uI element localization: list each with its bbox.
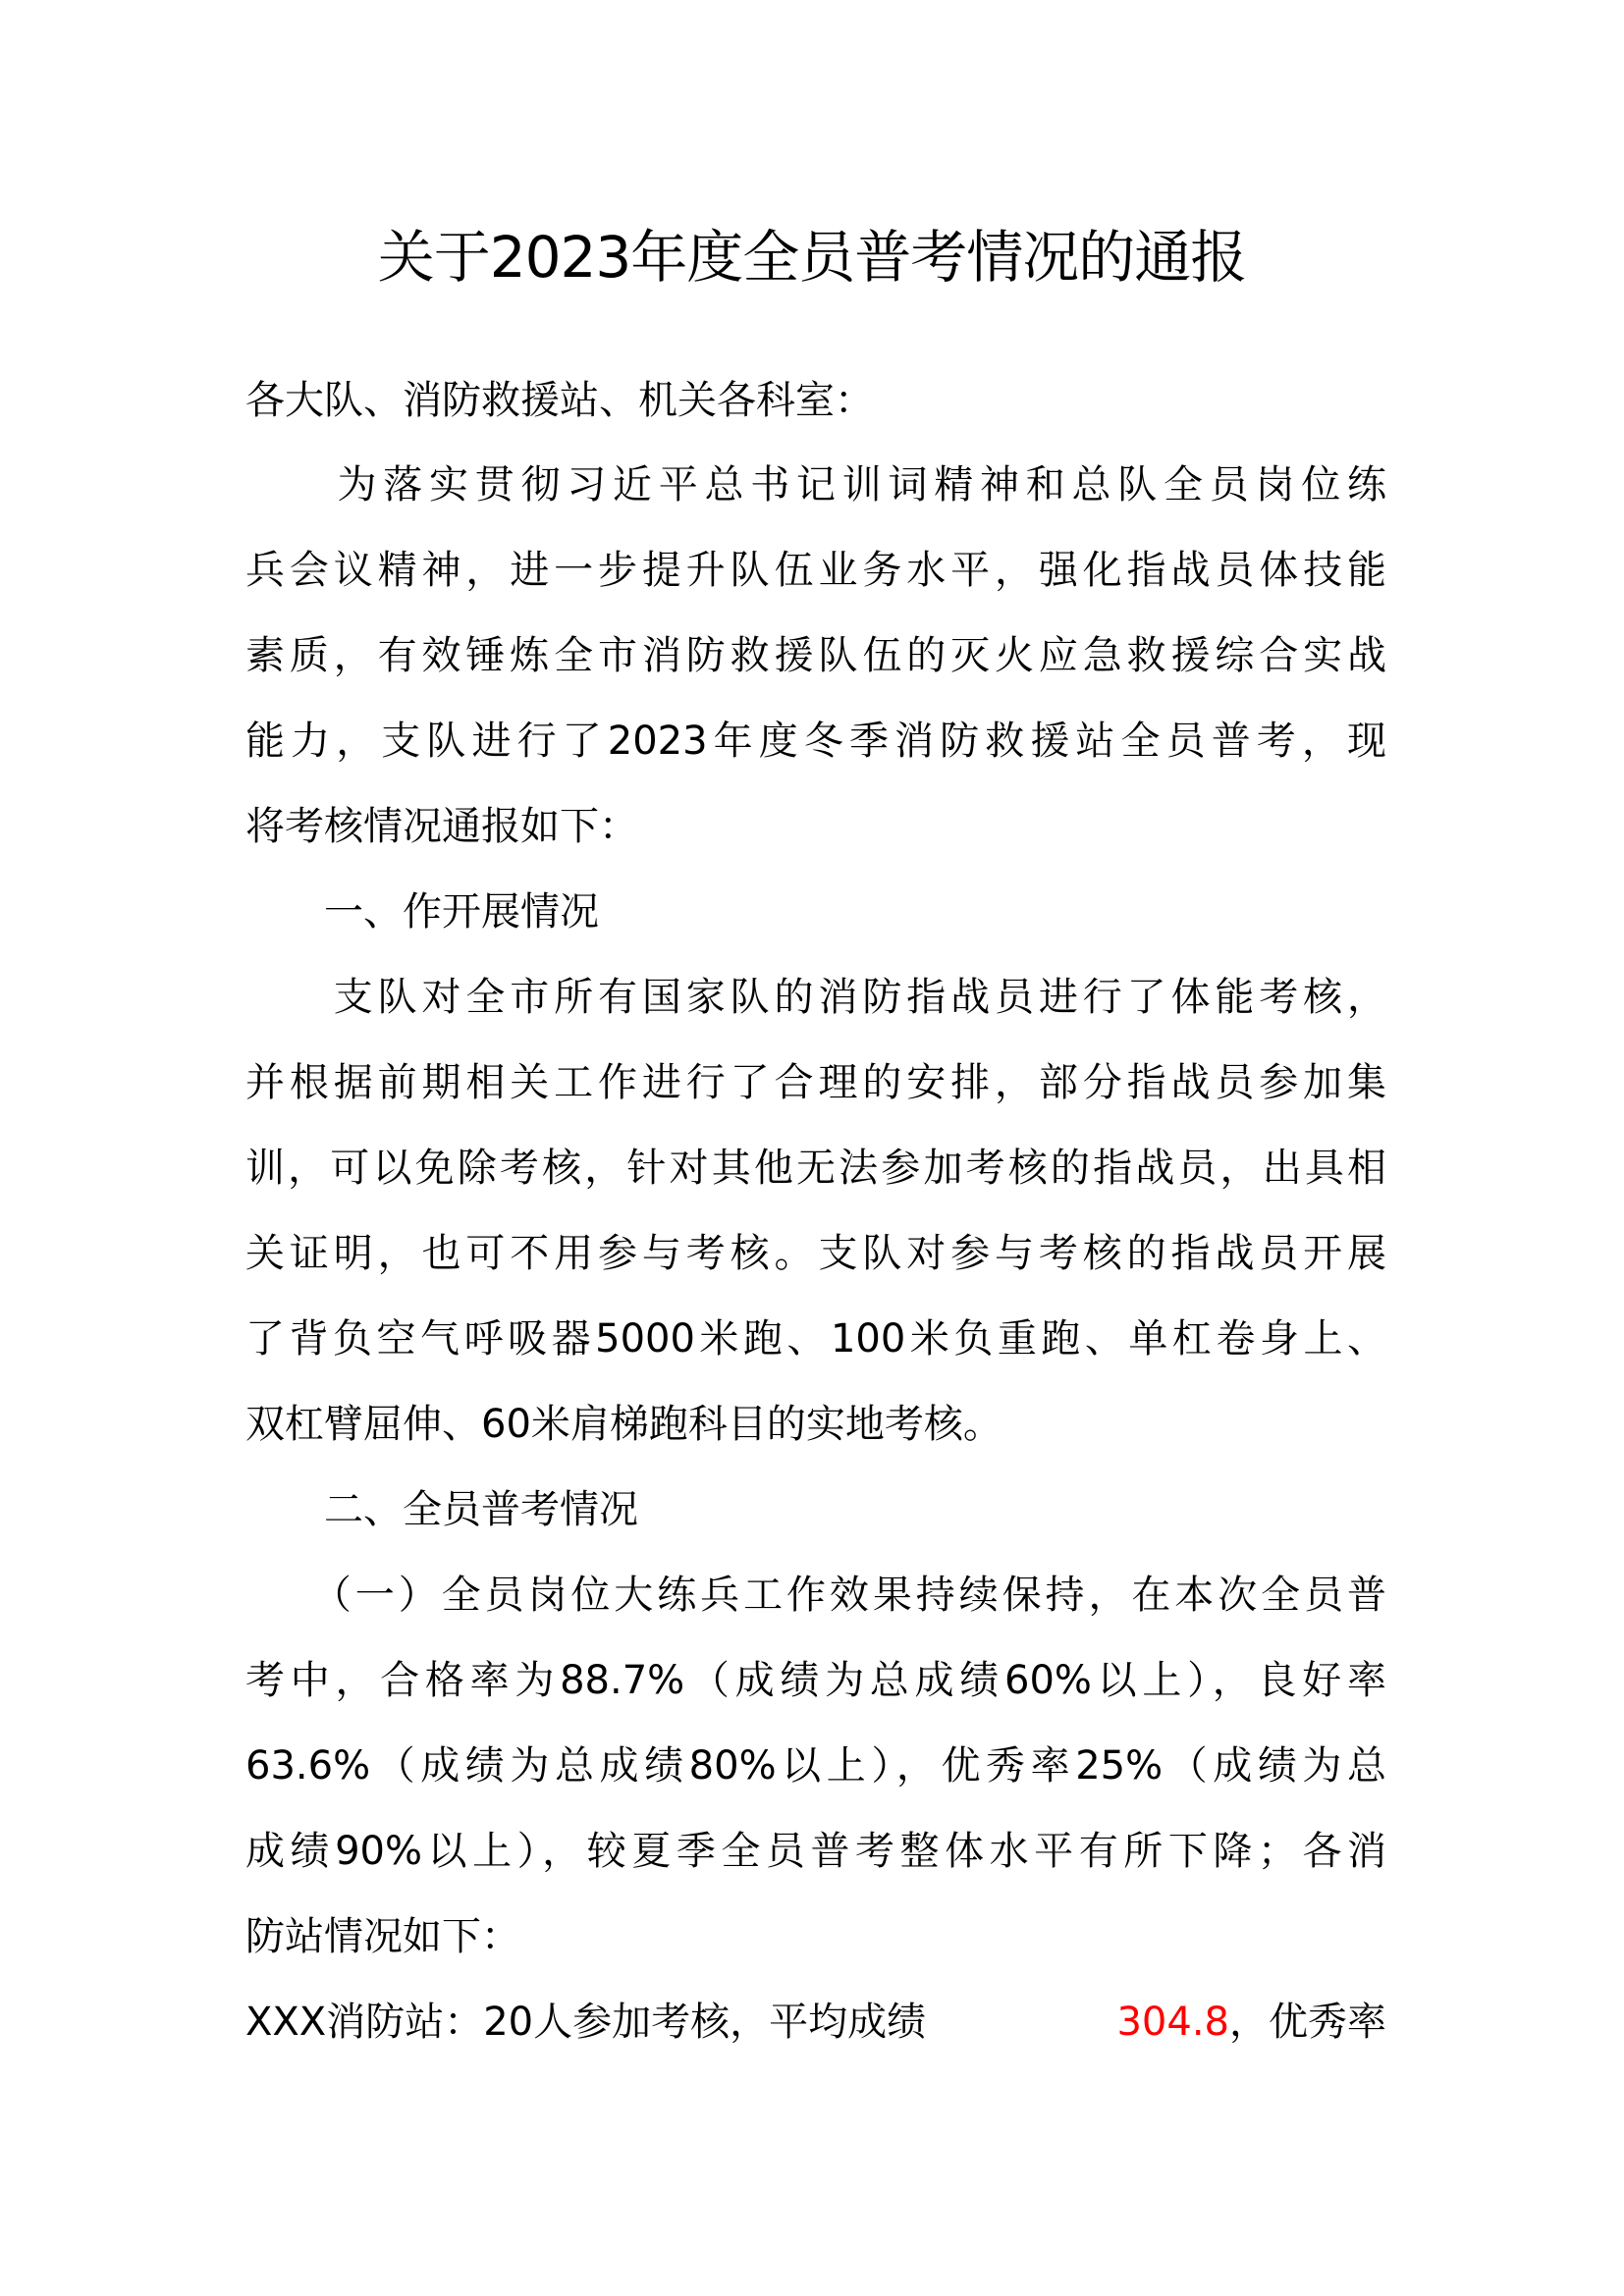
paragraph-line: 素质，有效锤炼全市消防救援队伍的灭火应急救援综合实战 — [245, 633, 1386, 678]
paragraph-line: 考中，合格率为88.7%（成绩为总成绩60%以上），良好率 — [245, 1658, 1386, 1703]
document-title: 关于2023年度全员普考情况的通报 — [377, 224, 1247, 291]
paragraph-line: （一）全员岗位大练兵工作效果持续保持，在本次全员普 — [245, 1573, 1386, 1618]
station-line-suffix: ，优秀率 — [1229, 2000, 1386, 2045]
paragraph-line: 为落实贯彻习近平总书记训词精神和总队全员岗位练 — [245, 462, 1386, 507]
paragraph-line: 了背负空气呼吸器5000米跑、100米负重跑、单杠卷身上、 — [245, 1316, 1386, 1362]
section-heading-2: 二、全员普考情况 — [245, 1487, 638, 1532]
section-heading-1: 一、作开展情况 — [245, 889, 599, 934]
paragraph-line: 能力，支队进行了2023年度冬季消防救援站全员普考，现 — [245, 719, 1386, 764]
paragraph-line: 并根据前期相关工作进行了合理的安排，部分指战员参加集 — [245, 1060, 1386, 1105]
paragraph-line: 63.6%（成绩为总成绩80%以上），优秀率25%（成绩为总 — [245, 1743, 1386, 1789]
average-score-highlight: 304.8 — [1116, 2000, 1229, 2045]
paragraph-line: 训，可以免除考核，针对其他无法参加考核的指战员，出具相 — [245, 1146, 1386, 1191]
station-line-prefix: XXX消防站：20人参加考核，平均成绩 — [245, 2000, 927, 2045]
paragraph-line: 兵会议精神，进一步提升队伍业务水平，强化指战员体技能 — [245, 548, 1386, 593]
station-line — [245, 1995, 1386, 2050]
addressee: 各大队、消防救援站、机关各科室： — [245, 378, 874, 423]
paragraph-line: 关证明，也可不用参与考核。支队对参与考核的指战员开展 — [245, 1231, 1386, 1276]
paragraph-line: 双杠臂屈伸、60米肩梯跑科目的实地考核。 — [245, 1402, 1002, 1447]
paragraph-line: 成绩90%以上），较夏季全员普考整体水平有所下降；各消 — [245, 1829, 1386, 1874]
paragraph-line: 将考核情况通报如下： — [245, 804, 638, 849]
paragraph-line: 防站情况如下： — [245, 1914, 520, 1959]
paragraph-line: 支队对全市所有国家队的消防指战员进行了体能考核， — [245, 975, 1386, 1020]
